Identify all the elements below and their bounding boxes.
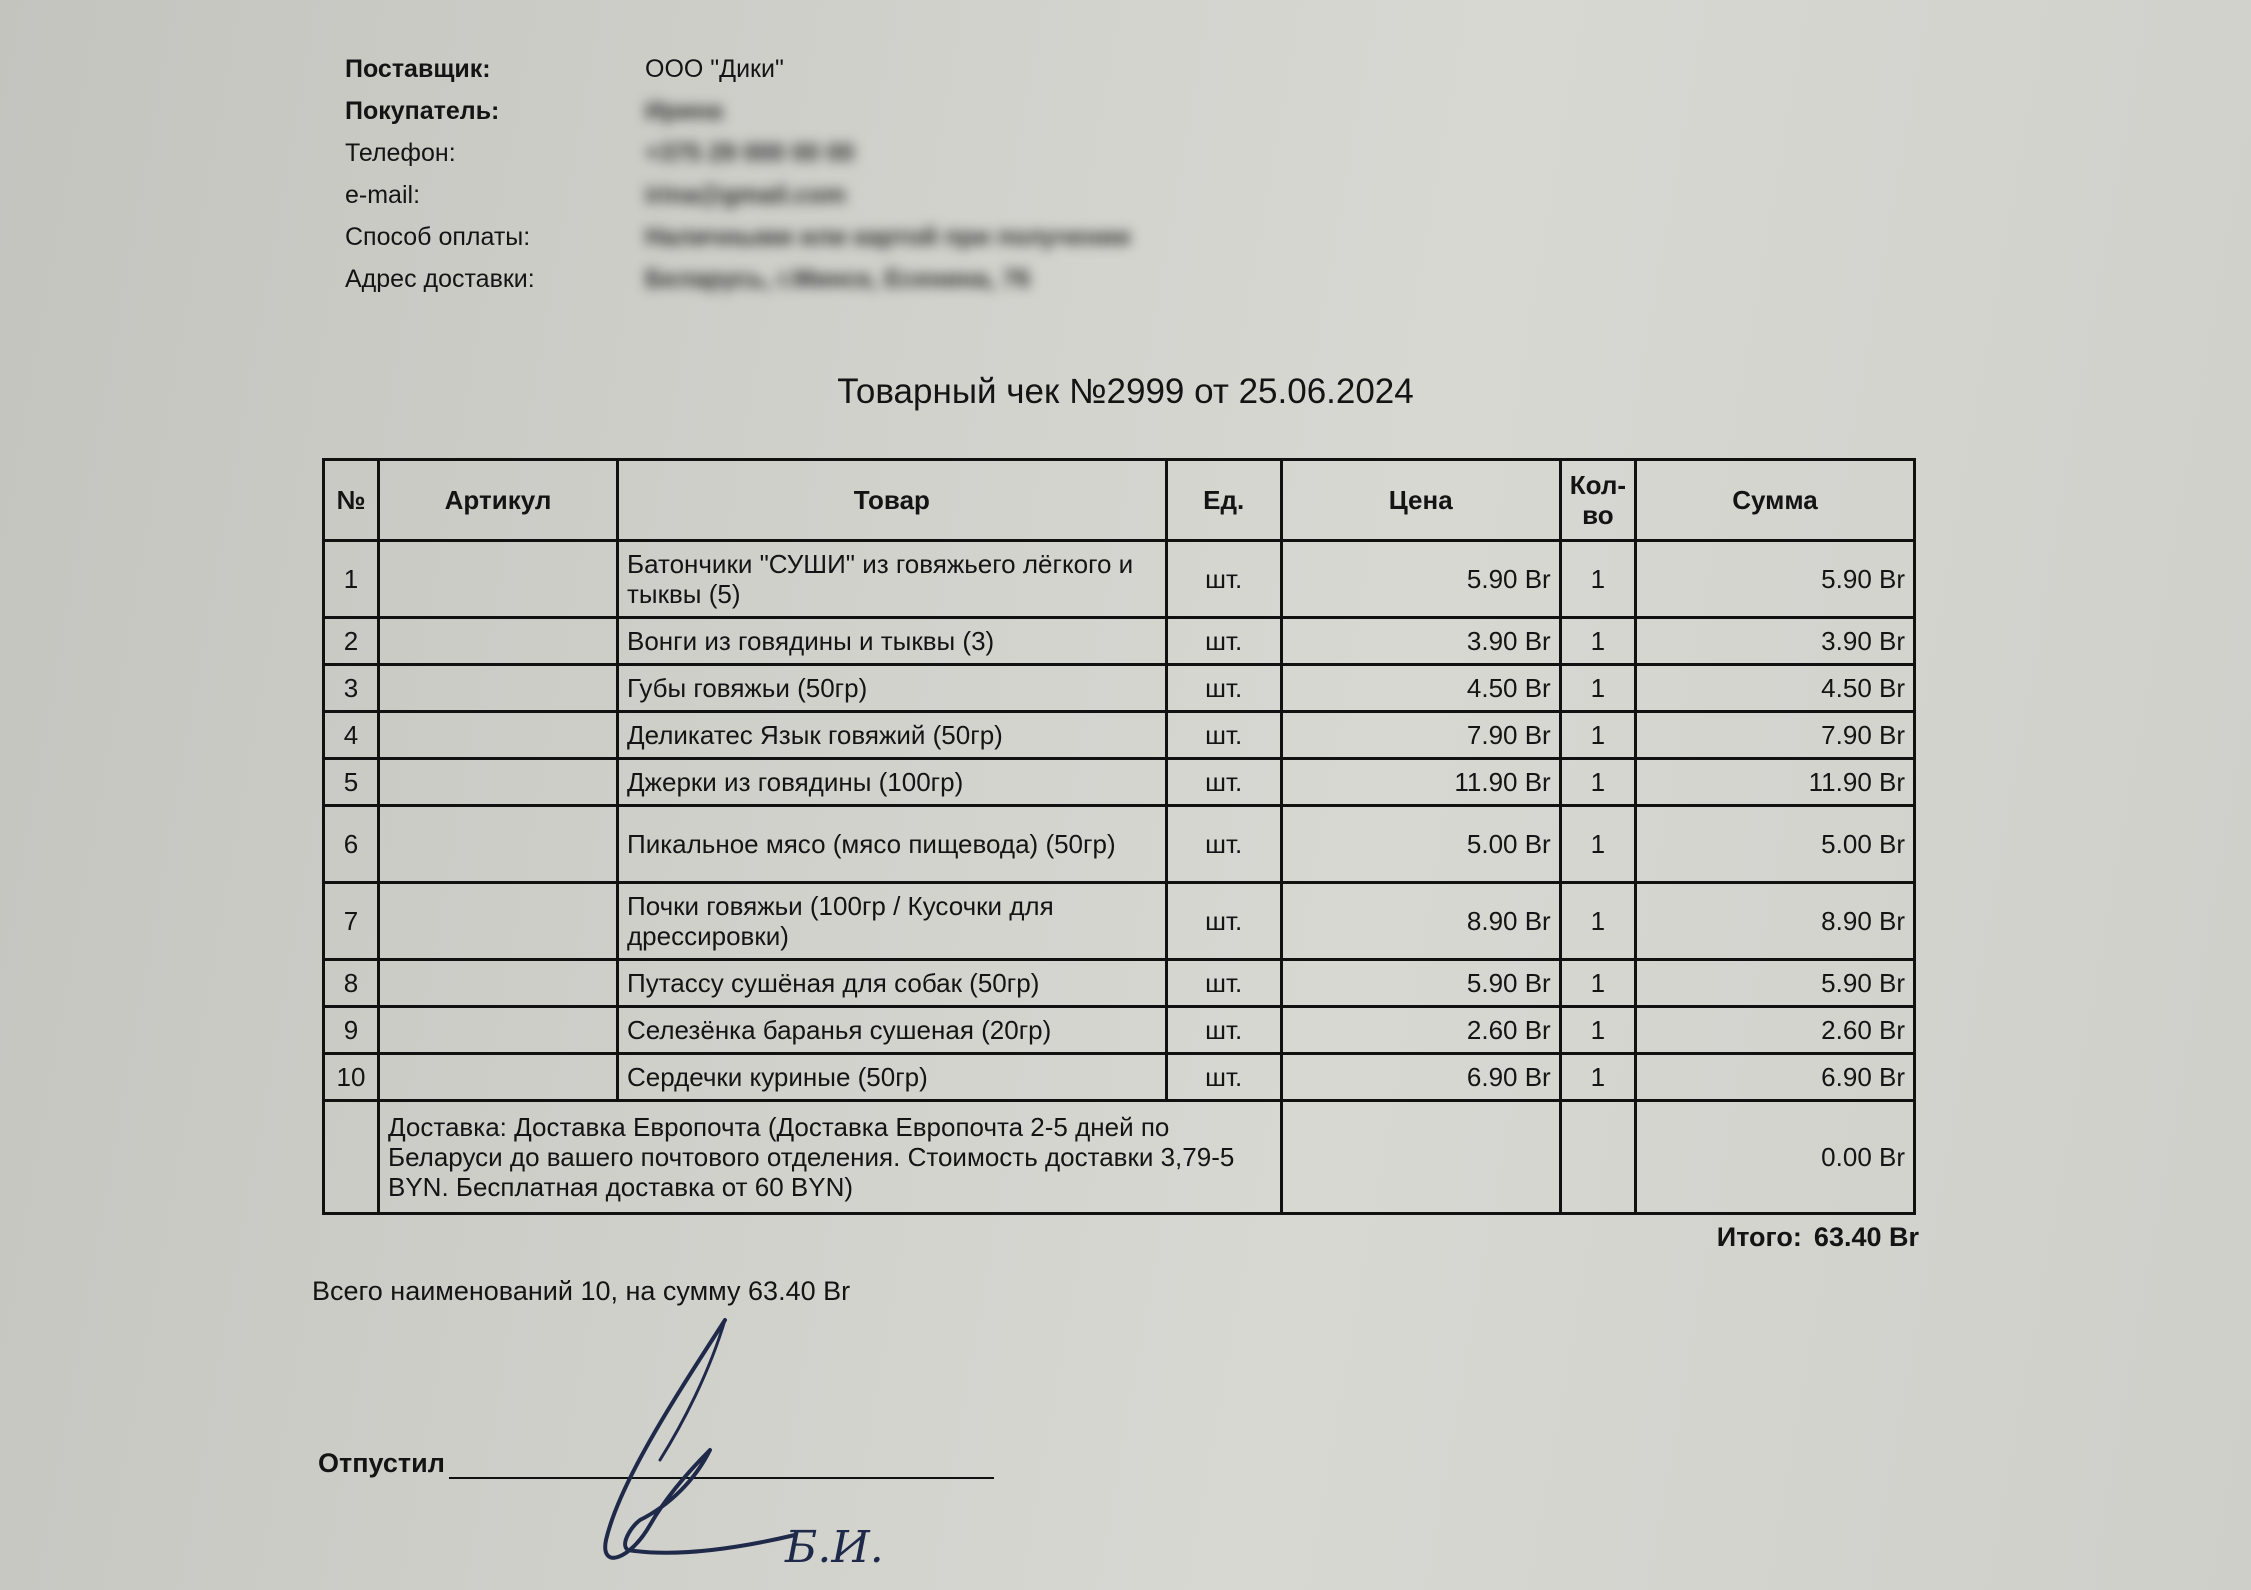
- signature-accent: [660, 1320, 725, 1460]
- row-product: Вонги из говядины и тыквы (3): [618, 618, 1167, 665]
- row-price: 5.90 Br: [1281, 960, 1560, 1007]
- phone-row: [345, 132, 1131, 174]
- released-label: Отпустил: [318, 1448, 445, 1478]
- delivery-text: Доставка: Доставка Европочта (Доставка Европочта 2-5 дней по Беларуси до вашего почтового отделения. Стоимость доставки 3,79-5 BYN. Бесплатная доставка от 60 BYN): [379, 1101, 1282, 1214]
- table-row: [324, 1007, 1915, 1054]
- row-sum: 5.90 Br: [1636, 960, 1915, 1007]
- row-qty: 1: [1560, 1007, 1635, 1054]
- row-num: 4: [324, 712, 379, 759]
- signature-mark: [590, 1310, 910, 1580]
- row-qty: 1: [1560, 883, 1635, 960]
- phone-value: +375 29 000 00 00: [645, 139, 855, 167]
- row-qty: 1: [1560, 1054, 1635, 1101]
- row-article: [379, 1054, 618, 1101]
- header-price: Цена: [1281, 460, 1560, 541]
- row-unit: шт.: [1166, 541, 1281, 618]
- row-product: Батончики "СУШИ" из говяжьего лёгкого и тыквы (5): [618, 541, 1167, 618]
- row-unit: шт.: [1166, 1007, 1281, 1054]
- row-price: 5.90 Br: [1281, 541, 1560, 618]
- row-sum: 5.00 Br: [1636, 806, 1915, 883]
- row-qty: 1: [1560, 806, 1635, 883]
- row-unit: шт.: [1166, 1054, 1281, 1101]
- address-value: Беларусь, г.Минск, Есенина, 76: [645, 265, 1031, 293]
- row-article: [379, 541, 618, 618]
- total: [1717, 1222, 1919, 1253]
- header-article: Артикул: [379, 460, 618, 541]
- row-num: 5: [324, 759, 379, 806]
- row-product: Джерки из говядины (100гр): [618, 759, 1167, 806]
- row-article: [379, 960, 618, 1007]
- address-label: Адрес доставки:: [345, 265, 535, 293]
- payment-row: [345, 216, 1131, 258]
- row-article: [379, 883, 618, 960]
- row-product: Почки говяжьи (100гр / Кусочки для дрессировки): [618, 883, 1167, 960]
- address-row: [345, 258, 1131, 300]
- row-sum: 2.60 Br: [1636, 1007, 1915, 1054]
- row-sum: 6.90 Br: [1636, 1054, 1915, 1101]
- row-price: 8.90 Br: [1281, 883, 1560, 960]
- row-price: 6.90 Br: [1281, 1054, 1560, 1101]
- buyer-label: Покупатель:: [345, 97, 500, 125]
- header-num: №: [324, 460, 379, 541]
- delivery-qty-cell: [1560, 1101, 1635, 1214]
- row-unit: шт.: [1166, 712, 1281, 759]
- row-num: 2: [324, 618, 379, 665]
- row-unit: шт.: [1166, 759, 1281, 806]
- row-unit: шт.: [1166, 618, 1281, 665]
- row-product: Деликатес Язык говяжий (50гр): [618, 712, 1167, 759]
- header-unit: Ед.: [1166, 460, 1281, 541]
- table-row: [324, 712, 1915, 759]
- buyer-value: Ирина: [645, 97, 723, 125]
- table-row: [324, 1054, 1915, 1101]
- row-article: [379, 665, 618, 712]
- row-sum: 3.90 Br: [1636, 618, 1915, 665]
- signature-stroke: [605, 1320, 795, 1558]
- row-num: 9: [324, 1007, 379, 1054]
- header-info: [345, 48, 1131, 300]
- row-unit: шт.: [1166, 883, 1281, 960]
- delivery-price-cell: [1281, 1101, 1560, 1214]
- row-sum: 4.50 Br: [1636, 665, 1915, 712]
- row-num: 10: [324, 1054, 379, 1101]
- total-value: 63.40 Br: [1813, 1222, 1919, 1252]
- row-article: [379, 806, 618, 883]
- delivery-num-cell: [324, 1101, 379, 1214]
- header-sum: Сумма: [1636, 460, 1915, 541]
- row-price: 2.60 Br: [1281, 1007, 1560, 1054]
- row-price: 4.50 Br: [1281, 665, 1560, 712]
- delivery-sum: 0.00 Br: [1636, 1101, 1915, 1214]
- row-product: Селезёнка баранья сушеная (20гр): [618, 1007, 1167, 1054]
- row-qty: 1: [1560, 960, 1635, 1007]
- row-sum: 11.90 Br: [1636, 759, 1915, 806]
- row-price: 11.90 Br: [1281, 759, 1560, 806]
- buyer-row: [345, 90, 1131, 132]
- email-value: irina@gmail.com: [645, 181, 846, 209]
- total-label: Итого:: [1716, 1222, 1802, 1252]
- row-unit: шт.: [1166, 806, 1281, 883]
- row-article: [379, 1007, 618, 1054]
- phone-label: Телефон:: [345, 139, 456, 167]
- row-article: [379, 712, 618, 759]
- row-article: [379, 618, 618, 665]
- row-num: 8: [324, 960, 379, 1007]
- supplier-label: Поставщик:: [345, 55, 491, 83]
- items-table: [322, 458, 1916, 1215]
- row-unit: шт.: [1166, 665, 1281, 712]
- row-article: [379, 759, 618, 806]
- row-price: 7.90 Br: [1281, 712, 1560, 759]
- header-qty-line1: Кол-: [1569, 470, 1626, 500]
- table-row: [324, 883, 1915, 960]
- table-row: [324, 541, 1915, 618]
- row-qty: 1: [1560, 712, 1635, 759]
- table-row: [324, 759, 1915, 806]
- row-qty: 1: [1560, 541, 1635, 618]
- receipt-title: Товарный чек №2999 от 25.06.2024: [837, 372, 1414, 411]
- email-row: [345, 174, 1131, 216]
- table-row: [324, 960, 1915, 1007]
- table-row: [324, 618, 1915, 665]
- email-label: e-mail:: [345, 181, 421, 209]
- supplier-value: ООО "Дики": [645, 55, 784, 83]
- row-num: 1: [324, 541, 379, 618]
- row-qty: 1: [1560, 759, 1635, 806]
- summary-line: Всего наименований 10, на сумму 63.40 Br: [312, 1276, 851, 1306]
- row-sum: 5.90 Br: [1636, 541, 1915, 618]
- row-num: 3: [324, 665, 379, 712]
- supplier-row: [345, 48, 1131, 90]
- row-product: Сердечки куриные (50гр): [618, 1054, 1167, 1101]
- signature-initials: Б.И.: [785, 1522, 884, 1573]
- row-product: Путассу сушёная для собак (50гр): [618, 960, 1167, 1007]
- payment-label: Способ оплаты:: [345, 223, 531, 251]
- table-header-row: [324, 460, 1915, 541]
- table-body: [324, 541, 1915, 1101]
- row-qty: 1: [1560, 665, 1635, 712]
- row-qty: 1: [1560, 618, 1635, 665]
- row-num: 7: [324, 883, 379, 960]
- row-price: 3.90 Br: [1281, 618, 1560, 665]
- row-num: 6: [324, 806, 379, 883]
- table-row: [324, 806, 1915, 883]
- payment-value: Наличными или картой при получении: [645, 223, 1131, 251]
- row-unit: шт.: [1166, 960, 1281, 1007]
- row-product: Губы говяжьи (50гр): [618, 665, 1167, 712]
- header-product: Товар: [618, 460, 1167, 541]
- row-product: Пикальное мясо (мясо пищевода) (50гр): [618, 806, 1167, 883]
- row-sum: 8.90 Br: [1636, 883, 1915, 960]
- table-row: [324, 665, 1915, 712]
- row-sum: 7.90 Br: [1636, 712, 1915, 759]
- header-qty-line2: во: [1582, 500, 1614, 530]
- delivery-row: [324, 1101, 1915, 1214]
- row-price: 5.00 Br: [1281, 806, 1560, 883]
- header-qty: [1560, 460, 1635, 541]
